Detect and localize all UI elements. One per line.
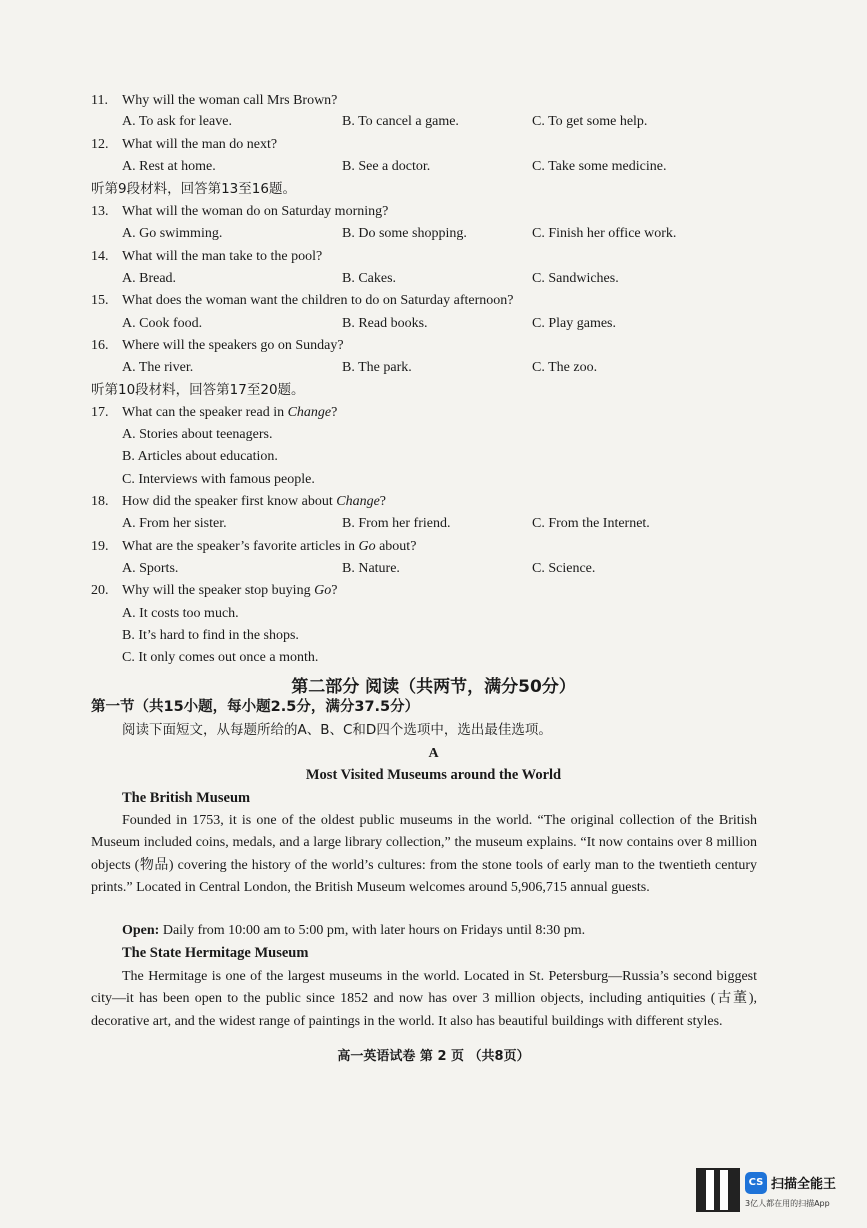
option-c: C. Sandwiches. <box>532 271 619 286</box>
question-number: 12. <box>91 137 109 152</box>
question-text: What does the woman want the children to do on Saturday afternoon? <box>122 293 514 308</box>
question-text: How did the speaker first know about Change? <box>122 494 387 509</box>
section-note: 听第10段材料，回答第17至20题。 <box>91 382 305 398</box>
question-text: What can the speaker read in Change? <box>122 405 338 420</box>
question-number: 14. <box>91 249 109 264</box>
option-b: B. It’s hard to find in the shops. <box>122 628 299 643</box>
question-text: Why will the woman call Mrs Brown? <box>122 93 338 108</box>
reading-instruction: 阅读下面短文，从每题所给的A、B、C和D四个选项中，选出最佳选项。 <box>122 722 552 738</box>
option-a: A. Go swimming. <box>122 226 223 241</box>
question-text: Why will the speaker stop buying Go? <box>122 583 338 598</box>
option-c: C. Interviews with famous people. <box>122 472 315 487</box>
question-text: What are the speaker’s favorite articles in Go about? <box>122 539 417 554</box>
question-number: 20. <box>91 583 109 598</box>
passage-title: Most Visited Museums around the World <box>305 767 562 783</box>
scanner-brand: 扫描全能王 <box>771 1177 837 1192</box>
museum-heading-hermitage: The State Hermitage Museum <box>122 945 309 961</box>
option-a: A. Sports. <box>122 561 179 576</box>
option-a: A. It costs too much. <box>122 606 239 621</box>
option-c: C. Play games. <box>532 316 616 331</box>
camscanner-logo-icon: CS <box>745 1172 767 1194</box>
question-number: 19. <box>91 539 109 554</box>
option-c: C. Finish her office work. <box>532 226 677 241</box>
question-number: 17. <box>91 405 109 420</box>
question-number: 15. <box>91 293 109 308</box>
option-b: B. To cancel a game. <box>342 114 459 129</box>
passage-letter: A <box>428 746 439 761</box>
question-number: 18. <box>91 494 109 509</box>
question-text: What will the man do next? <box>122 137 278 152</box>
question-text: Where will the speakers go on Sunday? <box>122 338 344 353</box>
section-note: 听第9段材料，回答第13至16题。 <box>91 181 296 197</box>
option-a: A. From her sister. <box>122 516 227 531</box>
museum-heading-british: The British Museum <box>122 790 251 806</box>
option-b: B. Do some shopping. <box>342 226 467 241</box>
option-b: B. From her friend. <box>342 516 451 531</box>
page-footer: 高一英语试卷 第 2 页 （共8页） <box>337 1049 530 1064</box>
option-c: C. From the Internet. <box>532 516 650 531</box>
question-number: 11. <box>91 93 108 108</box>
scanner-tagline: 3亿人都在用的扫描App <box>745 1199 830 1208</box>
option-a: A. Cook food. <box>122 316 203 331</box>
option-c: C. Take some medicine. <box>532 159 667 174</box>
option-c: C. To get some help. <box>532 114 648 129</box>
option-b: B. Read books. <box>342 316 428 331</box>
option-b: B. Articles about education. <box>122 449 278 464</box>
question-number: 13. <box>91 204 109 219</box>
museum-paragraph-hermitage: The Hermitage is one of the largest museums in the world. Located in St. Petersburg—Russia’s second biggest city—it has been open to the public since 1852 and now has over 3 million objects, including antiquities (古董), decorative art, and the widest range of paintings in the world. It also has beautiful buildings with different styles. <box>91 969 757 1029</box>
section1-title: 第一节（共15小题，每小题2.5分，满分37.5分） <box>91 699 420 715</box>
option-b: B. The park. <box>342 360 412 375</box>
option-c: C. The zoo. <box>532 360 598 375</box>
museum-paragraph-british: Founded in 1753, it is one of the oldest public museums in the world. “The original collection of the British Museum included coins, medals, and a large library collection,” the museum explains. “It now contains over 8 million objects (物品) covering the history of the world’s cultures: from the stone tools of early man to the twentieth century prints.” Located in Central London, the British Museum welcomes around 5,906,715 annual guests. <box>91 813 757 895</box>
option-c: C. Science. <box>532 561 596 576</box>
option-b: B. Cakes. <box>342 271 397 286</box>
option-b: B. See a doctor. <box>342 159 431 174</box>
part2-title: 第二部分 阅读（共两节，满分50分） <box>291 677 576 697</box>
opening-hours: Open: Daily from 10:00 am to 5:00 pm, with later hours on Fridays until 8:30 pm. <box>122 923 586 938</box>
option-b: B. Nature. <box>342 561 400 576</box>
option-a: A. To ask for leave. <box>122 114 232 129</box>
question-text: What will the woman do on Saturday morning? <box>122 204 389 219</box>
option-a: A. Stories about teenagers. <box>122 427 273 442</box>
option-c: C. It only comes out once a month. <box>122 650 319 665</box>
option-a: A. Rest at home. <box>122 159 216 174</box>
question-text: What will the man take to the pool? <box>122 249 323 264</box>
question-number: 16. <box>91 338 109 353</box>
option-a: A. Bread. <box>122 271 177 286</box>
qr-code-icon <box>696 1168 740 1212</box>
option-a: A. The river. <box>122 360 194 375</box>
